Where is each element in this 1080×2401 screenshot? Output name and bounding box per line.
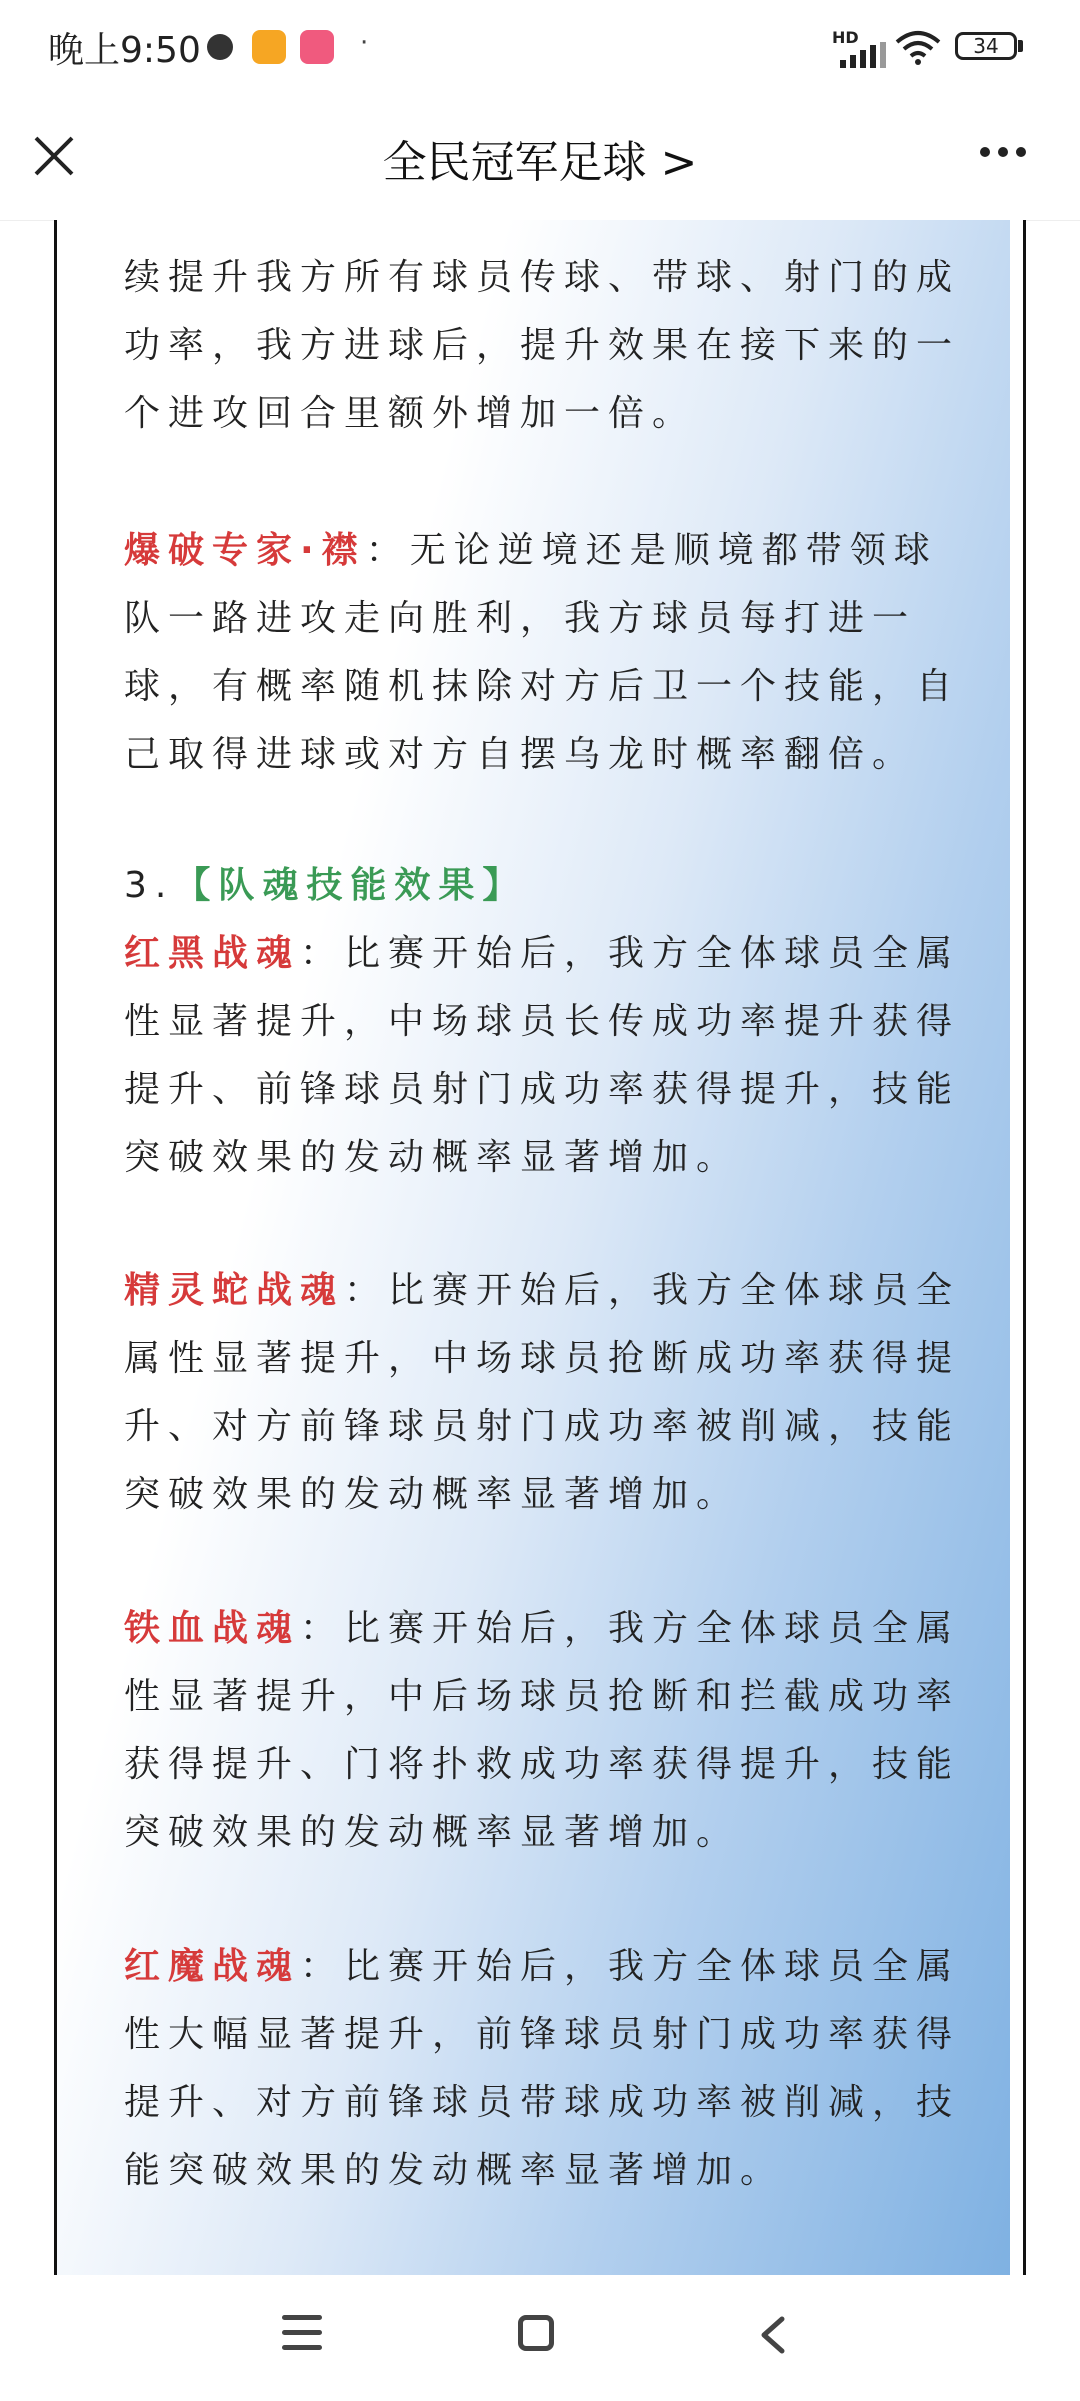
paragraph-continued bbox=[124, 244, 964, 448]
section-number: 3. bbox=[124, 865, 175, 906]
soul-paragraph bbox=[124, 1933, 964, 2205]
status-bar bbox=[0, 0, 1080, 96]
nav-header bbox=[0, 96, 1080, 221]
section-heading bbox=[124, 852, 964, 920]
gallery-app-icon bbox=[300, 30, 334, 64]
soul-text: ：比赛开始后，我方全体球员全属性显著提升，中后场球员抢断和拦截成功率获得提升、门将扑救成功率获得提升，技能突破效果的发动概率显著增加。 bbox=[124, 1608, 961, 1853]
soul-name: 红黑战魂 bbox=[124, 933, 301, 974]
signal-icon bbox=[840, 42, 886, 68]
soul-name: 红魔战魂 bbox=[124, 1946, 301, 1987]
soul-paragraph bbox=[124, 1595, 964, 1867]
back-icon[interactable] bbox=[752, 2313, 796, 2357]
soul-paragraph bbox=[124, 1257, 964, 1529]
soul-name: 精灵蛇战魂 bbox=[124, 1270, 345, 1311]
soul-text: ：比赛开始后，我方全体球员全属性大幅显著提升，前锋球员射门成功率获得提升、对方前锋球员带球成功率被削减，技能突破效果的发动概率显著增加。 bbox=[124, 1946, 961, 2191]
notes-app-icon bbox=[252, 30, 286, 64]
menu-icon[interactable] bbox=[282, 2315, 322, 2355]
paragraph-expert bbox=[124, 517, 964, 789]
section-title: 【队魂技能效果】 bbox=[174, 865, 527, 906]
system-nav-bar bbox=[0, 2275, 1080, 2401]
expert-skill-text: ：无论逆境还是顺境都带领球队一路进攻走向胜利，我方球员每打进一球，有概率随机抹除对方后卫一个技能，自己取得进球或对方自摆乌龙时概率翻倍。 bbox=[124, 530, 961, 775]
battery-icon: 34 bbox=[955, 32, 1017, 60]
expert-skill-name: 爆破专家·襟 bbox=[124, 530, 366, 571]
soul-paragraph bbox=[124, 920, 964, 1192]
more-icon[interactable] bbox=[980, 142, 1034, 162]
notification-icon bbox=[207, 34, 233, 60]
article-content bbox=[0, 220, 1080, 2275]
status-time: 晚上9:50 bbox=[48, 30, 201, 71]
hd-label: HD bbox=[832, 28, 859, 47]
paragraph-text: 续提升我方所有球员传球、带球、射门的成功率，我方进球后，提升效果在接下来的一个进攻回合里额外增加一倍。 bbox=[124, 257, 961, 434]
home-icon[interactable] bbox=[518, 2315, 554, 2351]
soul-name: 铁血战魂 bbox=[124, 1608, 301, 1649]
soul-text: ：比赛开始后，我方全体球员全属性显著提升，中场球员抢断成功率获得提升、对方前锋球员射门成功率被削减，技能突破效果的发动概率显著增加。 bbox=[124, 1270, 961, 1515]
soul-text: ：比赛开始后，我方全体球员全属性显著提升，中场球员长传成功率提升获得提升、前锋球员射门成功率获得提升，技能突破效果的发动概率显著增加。 bbox=[124, 933, 961, 1178]
more-notifications-indicator: · bbox=[360, 28, 369, 58]
battery-cap bbox=[1018, 40, 1023, 52]
wifi-icon bbox=[895, 30, 941, 66]
page-title-link[interactable]: 全民冠军足球 > bbox=[382, 137, 698, 188]
